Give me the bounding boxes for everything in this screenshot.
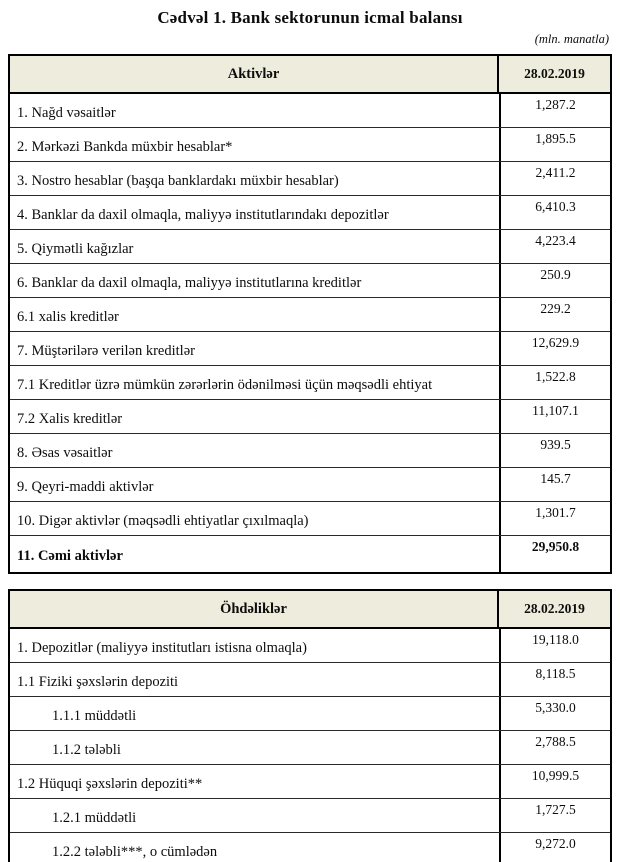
row-value: 1,287.2 [499, 94, 610, 127]
row-label: 6. Banklar da daxil olmaqla, maliyyə institutlarına kreditlər [17, 274, 362, 291]
table-row [10, 731, 610, 765]
table-row [10, 434, 610, 468]
liabilities-table [8, 589, 612, 862]
row-label: 6.1 xalis kreditlər [17, 308, 119, 325]
row-value: 11,107.1 [499, 400, 610, 433]
row-label: 2. Mərkəzi Bankda müxbir hesablar* [17, 138, 233, 155]
table-row [10, 264, 610, 298]
liabilities-header-label: Öhdəliklər [220, 600, 287, 617]
row-value: 1,895.5 [499, 128, 610, 161]
row-label: 1. Nağd vəsaitlər [17, 104, 116, 121]
row-label: 9. Qeyri-maddi aktivlər [17, 478, 154, 495]
row-label: 1. Depozitlər (maliyyə institutları istisna olmaqla) [17, 639, 307, 656]
row-value: 1,301.7 [499, 502, 610, 535]
row-value: 9,272.0 [499, 833, 610, 862]
table-row [10, 799, 610, 833]
row-value: 2,788.5 [499, 731, 610, 764]
row-label: 1.2.1 müddətli [52, 809, 137, 826]
table-row [10, 536, 610, 572]
assets-header-date: 28.02.2019 [497, 56, 610, 92]
page-title: Cədvəl 1. Bank sektorunun icmal balansı [157, 8, 463, 27]
table-row [10, 833, 610, 862]
table-row [10, 366, 610, 400]
row-label: 11. Cəmi aktivlər [17, 548, 123, 564]
row-value: 6,410.3 [499, 196, 610, 229]
row-value: 2,411.2 [499, 162, 610, 195]
table-row [10, 94, 610, 128]
table-row [10, 697, 610, 731]
row-value: 4,223.4 [499, 230, 610, 263]
row-value: 29,950.8 [499, 536, 610, 572]
row-value: 229.2 [499, 298, 610, 331]
liabilities-header-date: 28.02.2019 [497, 591, 610, 627]
assets-header-label: Aktivlər [227, 65, 280, 82]
row-label: 7.2 Xalis kreditlər [17, 410, 123, 427]
row-label: 1.2.2 tələbli***, o cümlədən [52, 844, 218, 860]
row-label: 5. Qiymətli kağızlar [17, 240, 134, 257]
table-row [10, 502, 610, 536]
row-label: 1.2 Hüquqi şəxslərin depoziti** [17, 775, 203, 792]
table-row [10, 298, 610, 332]
table-row [10, 332, 610, 366]
row-label: 7. Müştərilərə verilən kreditlər [17, 342, 195, 359]
row-value: 19,118.0 [499, 629, 610, 662]
liabilities-table-header [10, 591, 610, 629]
table-row [10, 162, 610, 196]
row-label: 1.1 Fiziki şəxslərin depoziti [17, 673, 179, 690]
unit-note: (mln. manatla) [534, 32, 609, 46]
assets-table-header [10, 56, 610, 94]
row-label: 1.1.2 tələbli [52, 741, 121, 758]
assets-table-body [10, 94, 610, 572]
row-label: 1.1.1 müddətli [52, 707, 137, 724]
row-value: 1,522.8 [499, 366, 610, 399]
assets-table [8, 54, 612, 574]
liabilities-table-body [10, 629, 610, 862]
row-value: 5,330.0 [499, 697, 610, 730]
table-row [10, 196, 610, 230]
row-label: 10. Digər aktivlər (məqsədli ehtiyatlar çıxılmaqla) [17, 512, 309, 529]
table-row [10, 468, 610, 502]
table-row [10, 663, 610, 697]
row-value: 10,999.5 [499, 765, 610, 798]
table-row [10, 400, 610, 434]
row-value: 145.7 [499, 468, 610, 501]
row-label: 4. Banklar da daxil olmaqla, maliyyə institutlarındakı depozitlər [17, 206, 389, 223]
table-row [10, 128, 610, 162]
row-value: 12,629.9 [499, 332, 610, 365]
row-value: 939.5 [499, 434, 610, 467]
row-value: 8,118.5 [499, 663, 610, 696]
table-row [10, 629, 610, 663]
row-value: 1,727.5 [499, 799, 610, 832]
table-row [10, 765, 610, 799]
row-label: 3. Nostro hesablar (başqa banklardakı müxbir hesablar) [17, 172, 339, 189]
table-row [10, 230, 610, 264]
row-value: 250.9 [499, 264, 610, 297]
row-label: 7.1 Kreditlər üzrə mümkün zərərlərin ödənilməsi üçün məqsədli ehtiyat [17, 376, 433, 393]
row-label: 8. Əsas vəsaitlər [17, 444, 113, 461]
